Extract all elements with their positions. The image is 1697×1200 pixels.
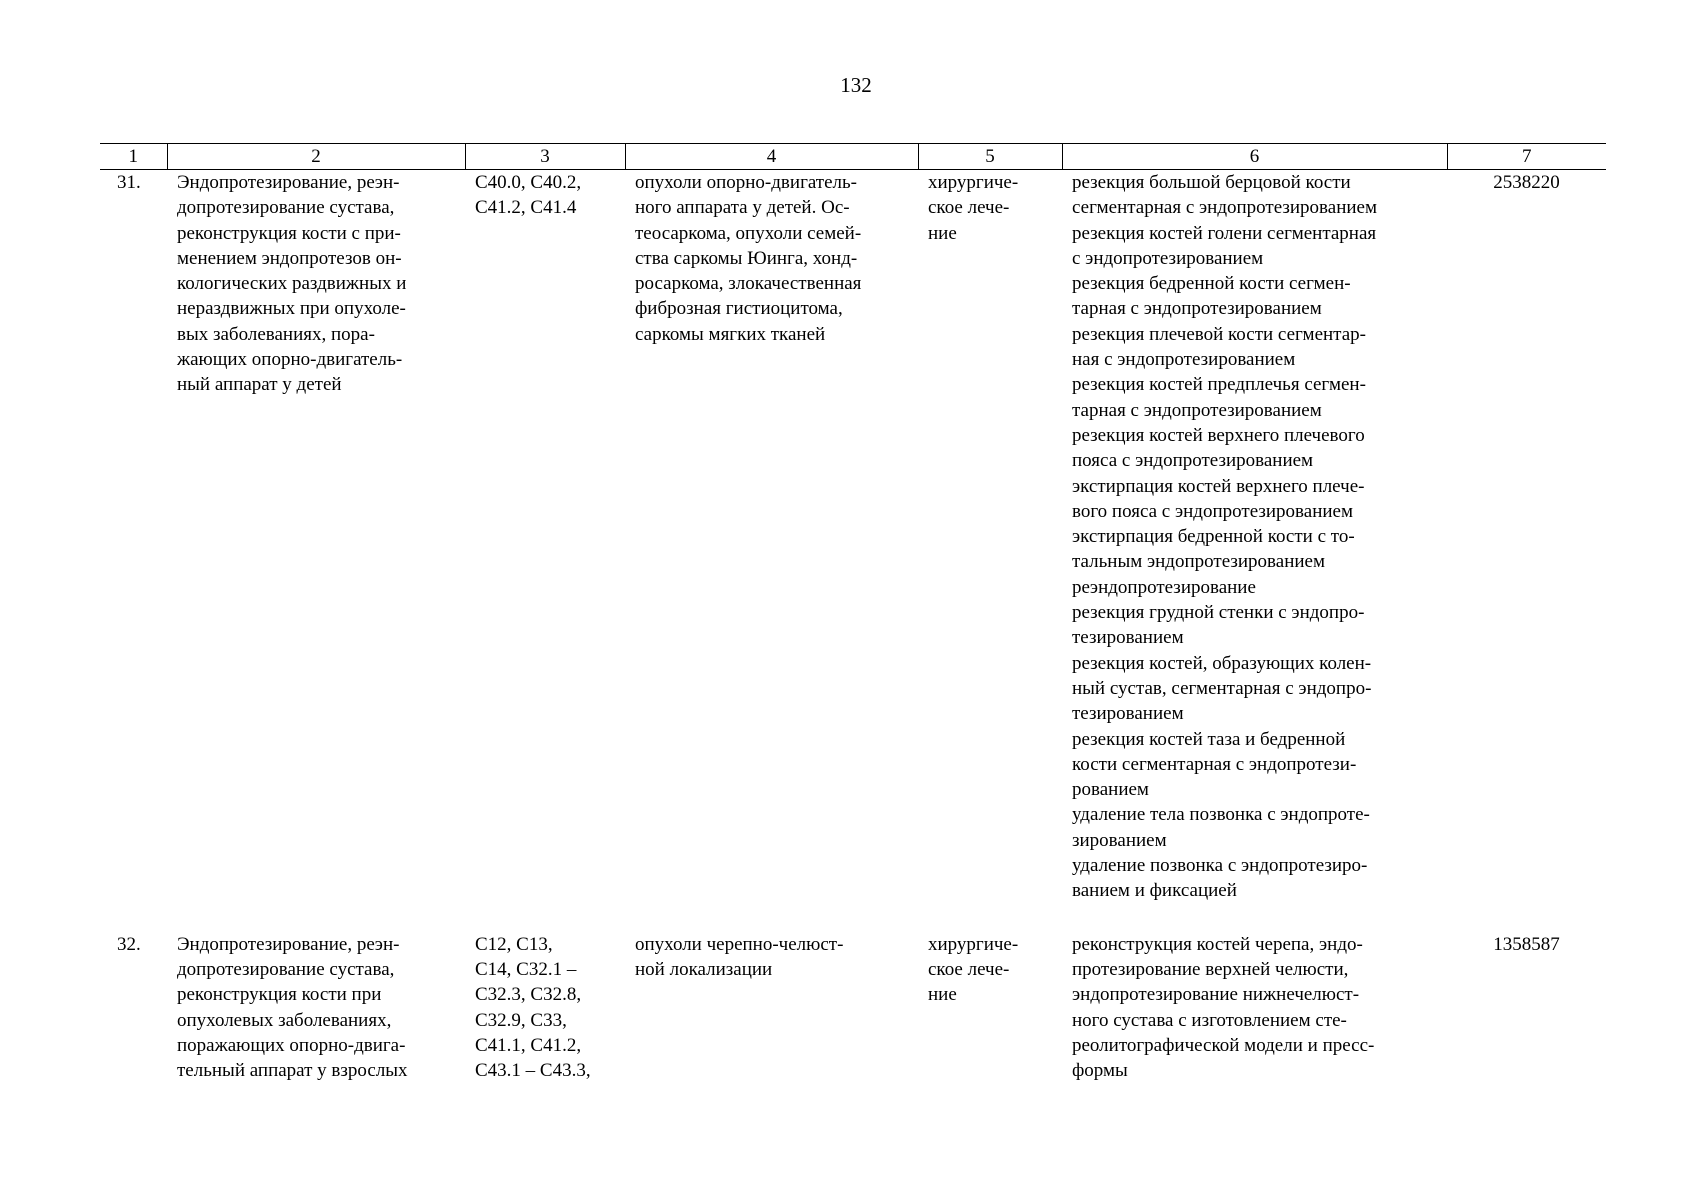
table-row bbox=[100, 932, 1606, 1084]
treatment-methods-line: зированием bbox=[1072, 829, 1167, 851]
treatment-methods-line: эндопротезирование нижнечелюст- bbox=[1072, 984, 1360, 1006]
care-type-line: Эндопротезирование, реэн- bbox=[177, 172, 400, 193]
treatment-methods bbox=[1062, 170, 1447, 932]
care-type-line: реконструкция кости с при- bbox=[177, 222, 401, 244]
treatment-methods-line: резекция костей голени сегментарная bbox=[1072, 222, 1377, 244]
treatment-methods-line: реолитографической модели и пресс- bbox=[1072, 1034, 1375, 1056]
care-type-line: тельный аппарат у взрослых bbox=[177, 1060, 408, 1082]
patient-model-line: ного аппарата у детей. Ос- bbox=[635, 197, 850, 219]
treatment-methods bbox=[1062, 932, 1447, 1084]
treatment-methods-line: экстирпация бедренной кости с то- bbox=[1072, 526, 1355, 548]
table-body bbox=[100, 170, 1606, 1084]
table-row bbox=[100, 170, 1606, 932]
column-header-4: 4 bbox=[625, 144, 918, 170]
treatment-methods-line: удаление тела позвонка с эндопроте- bbox=[1072, 804, 1370, 826]
care-type-line: реконструкция кости при bbox=[177, 984, 382, 1006]
treatment-methods-line: тальным эндопротезированием bbox=[1072, 551, 1325, 573]
treatment-methods-line: формы bbox=[1072, 1060, 1128, 1082]
treatment-methods-line: резекция плечевой кости сегментар- bbox=[1072, 323, 1366, 345]
care-type-line: жающих опорно-двигатель- bbox=[177, 349, 403, 371]
treatment-methods-line: пояса с эндопротезированием bbox=[1072, 450, 1314, 472]
patient-model-line: теосаркома, опухоли семей- bbox=[635, 222, 862, 244]
care-type-line: допротезирование сустава, bbox=[177, 958, 395, 980]
row-number: 32. bbox=[117, 933, 141, 955]
treatment-type bbox=[918, 932, 1062, 1084]
icd-codes-line: C43.1 – C43.3, bbox=[475, 1060, 591, 1082]
treatment-methods-line: ный сустав, сегментарная с эндопро- bbox=[1072, 677, 1372, 699]
patient-model bbox=[625, 170, 918, 932]
care-type-line: кологических раздвижных и bbox=[177, 273, 407, 295]
treatment-methods-line: резекция большой берцовой кости bbox=[1072, 172, 1351, 193]
care-type-line: ный аппарат у детей bbox=[177, 374, 342, 396]
treatment-type bbox=[918, 170, 1062, 932]
medical-care-table bbox=[100, 143, 1606, 1083]
column-header-7: 7 bbox=[1447, 144, 1606, 170]
icd-codes-line: C14, C32.1 – bbox=[475, 958, 577, 980]
treatment-type-line: ние bbox=[928, 984, 957, 1006]
treatment-methods-line: кости сегментарная с эндопротези- bbox=[1072, 753, 1357, 775]
header-row bbox=[100, 144, 1606, 170]
treatment-methods-line: экстирпация костей верхнего плече- bbox=[1072, 475, 1365, 497]
treatment-type-line: хирургиче- bbox=[928, 172, 1019, 193]
icd-codes-line: C41.1, C41.2, bbox=[475, 1034, 582, 1056]
care-type-line: поражающих опорно-двига- bbox=[177, 1034, 406, 1056]
treatment-methods-line: тарная с эндопротезированием bbox=[1072, 298, 1322, 320]
treatment-methods-line: сегментарная с эндопротезированием bbox=[1072, 197, 1378, 219]
treatment-methods-line: резекция бедренной кости сегмен- bbox=[1072, 273, 1351, 295]
treatment-methods-line: резекция грудной стенки с эндопро- bbox=[1072, 602, 1365, 624]
treatment-methods-line: реконструкция костей черепа, эндо- bbox=[1072, 933, 1363, 955]
patient-model-line: росаркома, злокачественная bbox=[635, 273, 862, 295]
treatment-methods-line: вого пояса с эндопротезированием bbox=[1072, 500, 1353, 522]
care-type bbox=[167, 170, 465, 932]
care-type-line: нераздвижных при опухоле- bbox=[177, 298, 406, 320]
treatment-type-line: хирургиче- bbox=[928, 933, 1019, 955]
treatment-type-line: ское лече- bbox=[928, 197, 1010, 219]
care-type bbox=[167, 932, 465, 1084]
treatment-methods-line: рованием bbox=[1072, 779, 1149, 801]
table-header bbox=[100, 144, 1606, 170]
treatment-methods-line: тарная с эндопротезированием bbox=[1072, 399, 1322, 421]
icd-codes bbox=[465, 932, 625, 1084]
patient-model bbox=[625, 932, 918, 1084]
column-header-5: 5 bbox=[918, 144, 1062, 170]
care-type-line: Эндопротезирование, реэн- bbox=[177, 933, 400, 955]
treatment-methods-line: резекция костей верхнего плечевого bbox=[1072, 424, 1365, 446]
treatment-methods-line: реэндопротезирование bbox=[1072, 576, 1256, 598]
cost-value: 1358587 bbox=[1493, 933, 1560, 955]
column-header-2: 2 bbox=[167, 144, 465, 170]
page-number: 132 bbox=[840, 73, 872, 97]
cost-value: 2538220 bbox=[1493, 172, 1560, 193]
patient-model-line: ства саркомы Юинга, хонд- bbox=[635, 247, 858, 269]
treatment-methods-line: протезирование верхней челюсти, bbox=[1072, 958, 1349, 980]
icd-codes bbox=[465, 170, 625, 932]
icd-codes-line: C32.3, C32.8, bbox=[475, 984, 582, 1006]
icd-codes-line: C32.9, C33, bbox=[475, 1009, 567, 1031]
treatment-methods-line: тезированием bbox=[1072, 627, 1184, 649]
treatment-methods-line: с эндопротезированием bbox=[1072, 247, 1264, 269]
column-header-6: 6 bbox=[1062, 144, 1447, 170]
icd-codes-line: C40.0, C40.2, bbox=[475, 172, 582, 193]
treatment-type-line: ние bbox=[928, 222, 957, 244]
patient-model-line: фиброзная гистиоцитома, bbox=[635, 298, 843, 320]
treatment-methods-line: ного сустава с изготовлением сте- bbox=[1072, 1009, 1347, 1031]
treatment-methods-line: ванием и фиксацией bbox=[1072, 880, 1237, 902]
column-header-1: 1 bbox=[100, 144, 167, 170]
patient-model-line: ной локализации bbox=[635, 958, 773, 980]
treatment-methods-line: тезированием bbox=[1072, 703, 1184, 725]
patient-model-line: саркомы мягких тканей bbox=[635, 323, 826, 345]
care-type-line: вых заболеваниях, пора- bbox=[177, 323, 375, 345]
care-type-line: менением эндопротезов он- bbox=[177, 247, 402, 269]
icd-codes-line: C12, C13, bbox=[475, 933, 553, 955]
care-type-line: опухолевых заболеваниях, bbox=[177, 1009, 392, 1031]
treatment-methods-line: удаление позвонка с эндопротезиро- bbox=[1072, 855, 1368, 877]
column-header-3: 3 bbox=[465, 144, 625, 170]
treatment-methods-line: резекция костей предплечья сегмен- bbox=[1072, 374, 1366, 396]
row-number: 31. bbox=[117, 172, 141, 193]
icd-codes-line: C41.2, C41.4 bbox=[475, 197, 577, 219]
patient-model-line: опухоли черепно-челюст- bbox=[635, 933, 844, 955]
treatment-methods-line: резекция костей, образующих колен- bbox=[1072, 652, 1372, 674]
treatment-methods-line: ная с эндопротезированием bbox=[1072, 349, 1296, 371]
care-type-line: допротезирование сустава, bbox=[177, 197, 395, 219]
treatment-methods-line: резекция костей таза и бедренной bbox=[1072, 728, 1346, 750]
patient-model-line: опухоли опорно-двигатель- bbox=[635, 172, 858, 193]
treatment-type-line: ское лече- bbox=[928, 958, 1010, 980]
